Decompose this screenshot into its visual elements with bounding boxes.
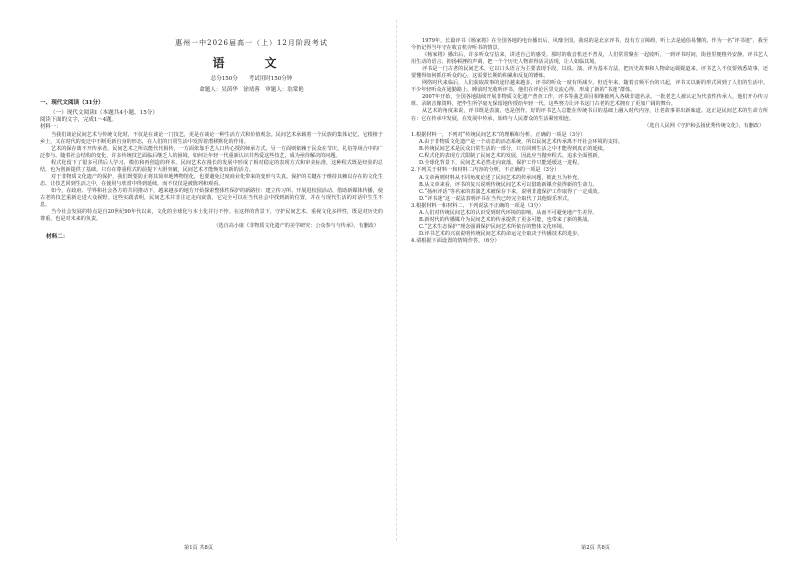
- question-stem: 3.根据材料一和材料二，下列说法不正确的一项是（3分）: [411, 202, 544, 209]
- question-stem: 4.请根据下面设置的情境作答。（6分）: [411, 238, 500, 245]
- question-option: C.“艺术生态保护”理念强调保护民间艺术所依存的整体文化环境。: [419, 224, 568, 231]
- paragraph: 当我们谈论民间艺术与传统文化时，不仅是在谈论一门技艺，更是在谈论一种生活方式和价值观念。民间艺术承载着一个民族的集体记忆，它根植于乡土，又在时代的变迁中不断更新自身的形态，在人们的日常生活中发挥着潜移默化的作用。: [40, 131, 383, 145]
- paragraph: 艺术的保存离不开传承者。民间艺术之所以能代代相传，一方面依靠手艺人口传心授的师承方式，另一方面则依赖于民众在节庆、礼俗等场合中的广泛参与。随着社会结构的变化，许多传统技艺面临后继乏人的困境，如何让年轻一代重新认识并热爱这些技艺，成为亟待解决的问题。: [40, 145, 383, 159]
- question-option: C.“扬州评话”等名家的表演艺术被保存下来，说明非遗保护工作取得了一定成效。: [419, 188, 603, 195]
- question-option: A.由于非物质文化遗产是一个动态的活态系统，所以民间艺术传承离不开社会环境的支持。: [419, 139, 623, 146]
- question-option: B.传统民间艺术是民众日常生活的一部分，只有回到生活之中才能得到真正的延续。: [419, 146, 608, 153]
- exam-title: 惠州一中2026届高一（上）12月阶段考试: [175, 39, 328, 47]
- section-heading: 一、现代文阅读（31分）: [40, 100, 104, 106]
- page-footer: 第1页 共8页: [184, 545, 213, 551]
- subject-heading: 语 文: [212, 56, 291, 70]
- instruction: 阅读下面的文字，完成1～4题。: [40, 117, 117, 123]
- exam-meta: 总分150分 考试用时150分钟: [210, 76, 293, 82]
- paragraph: 程式化留下了很多可供后人学习、模仿和再创造的样本。民间艺术在漫长的发展中形成了相对稳定的表现方式和审美标准，这种程式既是经验的总结，也为创新提供了基础。只有在尊重程式的前提下大胆突破，民间艺术才能焕发出新的活力。: [40, 160, 383, 174]
- paragraph: 对于非物质文化遗产的保护，我们既要防止将其简单地博物馆化，也要避免过度商业化带来的变形与失真。保护的关键在于维持其赖以存在的文化生态，让技艺回到生活之中，在使用与欣赏中得到延续，而不仅仅是被陈列和观看。: [40, 174, 383, 188]
- subsection-heading: （一）现代文阅读Ⅰ（本题共4小题，15分）: [50, 110, 158, 116]
- exam-authors: 命题人：吴茵华 徐靖蓉 审题人：翁棠艳: [199, 87, 304, 93]
- paragraph: 《杨家将》播出后，许多听众写信来，讲述自己的感受。那时的收音机还不普及，人们常常聚在一起收听，一到评书时间，街巷里便格外安静。评书艺人用生动的语言、抑扬顿挫的声调，把一个个历史人物讲得活灵活现，让人如临其境。: [411, 52, 768, 66]
- source-citation: （选自人民网《守护和弘扬优秀传统文化》，有删改）: [644, 122, 764, 129]
- source-citation: （选自高小康《非物质文化遗产的美学研究：公众参与与传承》，有删改）: [213, 223, 379, 230]
- paragraph: 评书是一门古老的民间艺术，它以口头语言为主要表现手段，以说、演、评为基本方法，把历史故事和人物命运娓娓道来。评书艺人不仅要熟悉故事，还要懂得如何抓住听众的心，这需要长期的积累和反复的锤炼。: [411, 66, 768, 80]
- paragraph: 如今，在政府、学界和社会各方的共同推动下，越来越多的地方开始探索整体性保护的新路径：建立传习所、开展进校园活动、借助新媒体传播，使古老的技艺重新走进大众视野。这些实践表明，民间艺术并非注定走向衰落，它完全可以在当代社会中找到新的位置，并在与现代生活的对话中生生不息。: [40, 188, 383, 209]
- question-option: D.全球化背景下，民间艺术必然走向衰落，保护工作只能延缓这一进程。: [419, 160, 583, 167]
- question-option: C.程式化的表现方式限制了民间艺术的发展，因此应当抛弃程式、追求全面创新。: [419, 153, 603, 160]
- paragraph: 当今社会发展的特点是自20世纪90年代以来，文化的全球化与本土化并行不悖。在这样的背景下，守护民间艺术、重视文化多样性，既是对历史的尊重，也是对未来的负责。: [40, 209, 383, 223]
- material-label: 材料二：: [46, 234, 69, 241]
- question-option: B.新时代的传播媒介为民间艺术的传承提供了更多可能，也带来了新的挑战。: [419, 217, 593, 224]
- paragraph: 网络时代来临后，人们获取故事的途径越来越多，评书的听众一度有所减少。但近年来，随着音频平台的兴起，评书又以新的形式回到了人们的生活中。不少年轻听众在通勤路上、睡前时光收听评书，他们在评论区里交流心得，形成了新的“书迷”群体。: [411, 80, 768, 94]
- question-option: D.“评书迷”这一说法表明评书在当代已经完全取代了其他娱乐形式。: [419, 195, 573, 202]
- question-option: B.从文章来看，评书的复兴说明传统民间艺术可以借助新媒介获得新的生命力。: [419, 181, 598, 188]
- question-option: A.人们对传统民间艺术的认识受到时代环境的影响，从而不可避免地产生差异。: [419, 210, 598, 217]
- right-page: [397, 0, 794, 561]
- question-option: A.文章两则材料从不同角度论述了民间艺术的传承问题，彼此互为补充。: [419, 174, 583, 181]
- paragraph: 1979年，长篇评书《杨家将》在全国各地的电台播出后，风靡全国。我说的是北京评书，没有方言障碍，听上去是通俗易懂的。作为一名“评书迷”，我至今仍记得当年守在收音机旁听书的情景。: [411, 38, 768, 52]
- question-stem: 2.下列关于材料一和材料二内容的分析，不正确的一项是（3分）: [411, 167, 560, 174]
- question-option: D.评书艺术的兴衰说明传统民间艺术的命运完全取决于传播技术的进步。: [419, 231, 583, 238]
- material-label: 材料一：: [40, 124, 62, 131]
- question-stem: 1.根据材料一，下列对“传统民间艺术”的理解和分析，正确的一项是（3分）: [411, 131, 586, 138]
- paragraph: 2007年开始，全国各地陆续开展非物质文化遗产普查工作，评书等曲艺项目相继被列入各级非遗名录。一批老艺人被认定为代表性传承人，他们开办传习班、录制音像资料，把毕生所学毫无保留地传授给年轻一代。这些努力让评书这门古老的艺术拥有了更加广阔的舞台。: [411, 94, 768, 108]
- page-footer: 第2页 共8页: [581, 545, 610, 551]
- paragraph: 从艺术的角度来说，评书既是表演，也是创作。好的评书艺人总能在传统书目的基础上融入时代内容，让老故事讲出新味道。这正是民间艺术的生命力所在：它在传承中发展，在发展中传承，始终与人民群众的生活紧密相连。: [411, 108, 768, 122]
